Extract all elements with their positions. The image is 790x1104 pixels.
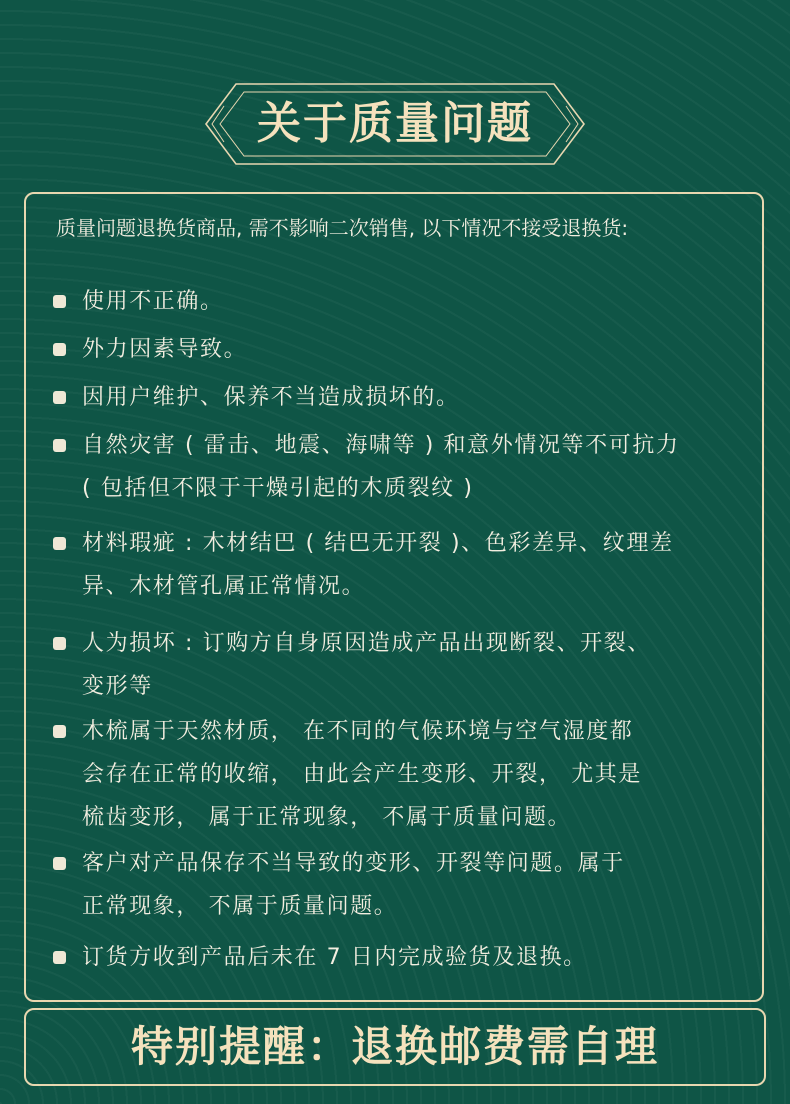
- reminder-text: 特别提醒：退换邮费需自理: [130, 1022, 659, 1071]
- policy-panel: [24, 192, 764, 1002]
- square-bullet-icon: [53, 439, 66, 452]
- square-bullet-icon: [53, 537, 66, 550]
- square-bullet-icon: [53, 951, 66, 964]
- list-item-text: 人为损坏 : 订购方自身原因造成产品出现断裂、开裂、 变形等: [82, 631, 651, 699]
- list-item-text: 外力因素导致。: [82, 337, 248, 362]
- square-bullet-icon: [53, 637, 66, 650]
- square-bullet-icon: [53, 857, 66, 870]
- title-banner: [0, 82, 790, 166]
- intro-text: 质量问题退换货商品, 需不影响二次销售, 以下情况不接受退换货:: [56, 216, 629, 240]
- square-bullet-icon: [53, 391, 66, 404]
- square-bullet-icon: [53, 725, 66, 738]
- reminder-box: [24, 1008, 766, 1086]
- square-bullet-icon: [53, 295, 66, 308]
- list-item-text: 客户对产品保存不当导致的变形、开裂等问题。属于 正常现象， 不属于质量问题。: [82, 851, 625, 919]
- list-item-text: 木梳属于天然材质， 在不同的气候环境与空气湿度都 会存在正常的收缩， 由此会产生变形、开裂， 尤其是 梳齿变形， 属于正常现象， 不属于质量问题。: [82, 719, 642, 830]
- list-item-text: 因用户维护、保养不当造成损坏的。: [82, 385, 460, 410]
- list-item-text: 自然灾害 ( 雷击、地震、海啸等 ) 和意外情况等不可抗力 ( 包括但不限于干燥引起的木质裂纹 ): [82, 433, 680, 501]
- list-item-text: 材料瑕疵 : 木材结巴 ( 结巴无开裂 )、色彩差异、纹理差 异、木材管孔属正常情况。: [82, 531, 674, 599]
- page-title: 关于质量问题: [257, 98, 533, 149]
- list-item-text: 使用不正确。: [82, 289, 224, 314]
- list-item-text: 订货方收到产品后未在 7 日内完成验货及退换。: [82, 945, 587, 970]
- square-bullet-icon: [53, 343, 66, 356]
